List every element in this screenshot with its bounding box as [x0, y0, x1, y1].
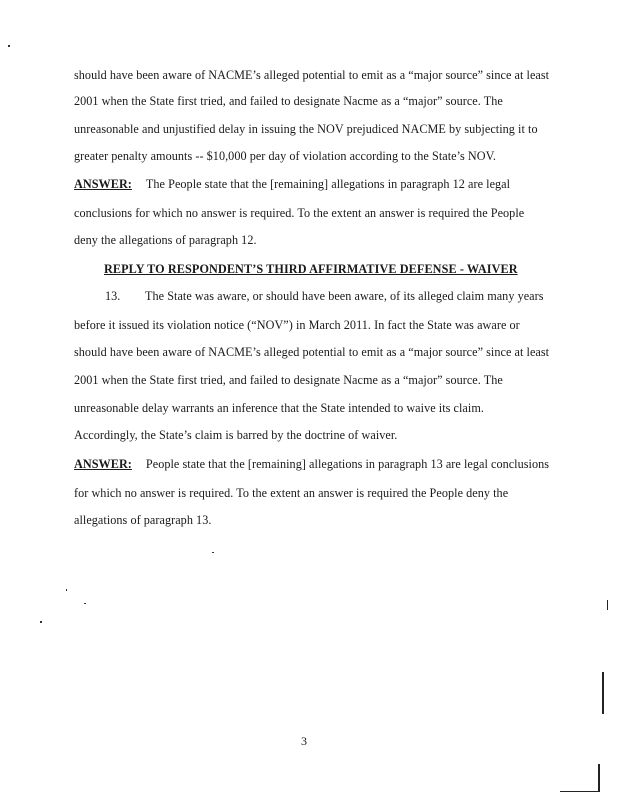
- paragraph-line: greater penalty amounts -- $10,000 per day of violation according to the State’s NOV.: [74, 149, 497, 163]
- paragraph-13-line: [105, 289, 544, 304]
- answer-13-line: [74, 457, 549, 472]
- scan-edge-mark: [560, 791, 600, 792]
- scan-edge-mark: [607, 600, 608, 610]
- scan-speck: [66, 589, 67, 591]
- paragraph-line: should have been aware of NACME’s alleged potential to emit as a “major source” since at least: [74, 68, 550, 82]
- paragraph-number: 13.: [105, 289, 121, 303]
- paragraph-13-line: Accordingly, the State’s claim is barred by the doctrine of waiver.: [74, 428, 398, 442]
- paragraph-13-line: 2001 when the State first tried, and failed to designate Nacme as a “major” source. The: [74, 373, 503, 387]
- scan-speck: [40, 621, 42, 623]
- answer-text: People state that the [remaining] allegations in paragraph 13 are legal conclusions: [145, 457, 550, 471]
- answer-13-line: allegations of paragraph 13.: [74, 513, 212, 527]
- paragraph-13-line: before it issued its violation notice (“NOV”) in March 2011. In fact the State was aware or: [74, 318, 520, 332]
- scan-speck: [84, 603, 86, 604]
- answer-label: ANSWER:: [74, 177, 132, 191]
- scan-edge-mark: [598, 764, 600, 792]
- scan-edge-mark: [602, 672, 604, 714]
- paragraph-line: unreasonable and unjustified delay in issuing the NOV prejudiced NACME by subjecting it to: [74, 122, 538, 136]
- answer-12-line: deny the allegations of paragraph 12.: [74, 233, 257, 247]
- page-number: 3: [301, 734, 307, 748]
- answer-text: The People state that the [remaining] allegations in paragraph 12 are legal: [145, 177, 511, 191]
- paragraph-text: The State was aware, or should have been aware, of its alleged claim many years: [145, 289, 544, 303]
- paragraph-line: 2001 when the State first tried, and failed to designate Nacme as a “major” source. The: [74, 94, 503, 108]
- answer-13-line: for which no answer is required. To the extent an answer is required the People deny the: [74, 486, 509, 500]
- answer-label: ANSWER:: [74, 457, 132, 471]
- scan-speck: [212, 552, 214, 553]
- paragraph-13-line: should have been aware of NACME’s alleged potential to emit as a “major source” since at least: [74, 345, 550, 359]
- answer-12-line: [74, 177, 510, 192]
- section-heading: REPLY TO RESPONDENT’S THIRD AFFIRMATIVE DEFENSE - WAIVER: [104, 262, 518, 276]
- paragraph-13-line: unreasonable delay warrants an inference that the State intended to waive its claim.: [74, 401, 484, 415]
- scan-speck: [8, 45, 10, 47]
- answer-12-line: conclusions for which no answer is required. To the extent an answer is required the People: [74, 206, 525, 220]
